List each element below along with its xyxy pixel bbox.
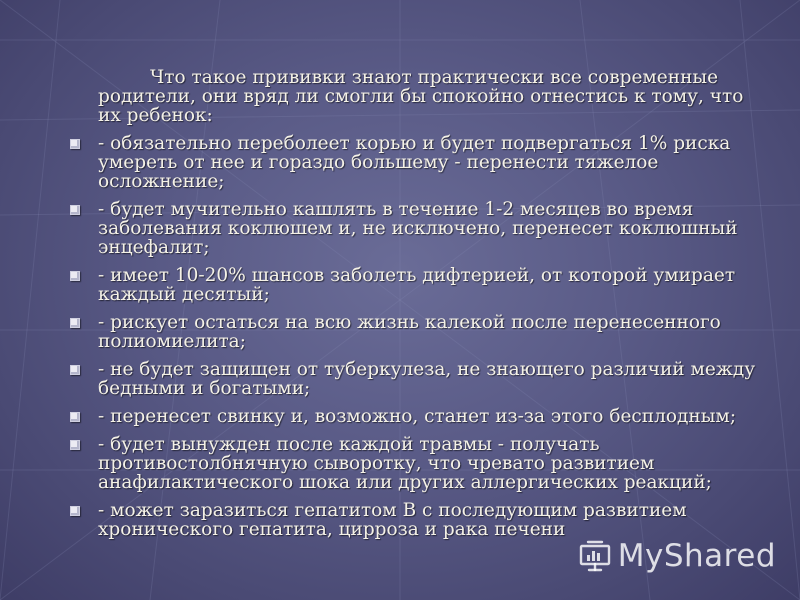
square-bullet-icon [70, 271, 80, 281]
bullet-text: - не будет защищен от туберкулеза, не знающего различий между бедными и богатыми; [98, 359, 756, 399]
square-bullet-icon [70, 318, 80, 328]
bullet-text: - имеет 10-20% шансов заболеть дифтерией, от которой умирает каждый десятый; [98, 265, 736, 305]
bullet-text: - рискует остаться на всю жизнь калекой после перенесенного полиомиелита; [98, 312, 721, 352]
bullet-item [70, 134, 760, 191]
square-bullet-icon [70, 440, 80, 450]
slide-content [70, 68, 760, 548]
bullet-item [70, 200, 760, 257]
square-bullet-icon [70, 365, 80, 375]
watermark-logo [578, 538, 776, 574]
square-bullet-icon [70, 506, 80, 516]
intro-paragraph: Что такое прививки знают практически все современные родители, они вряд ли смогли бы спокойно отнестись к тому, что их ребенок: [98, 67, 744, 126]
bullet-text: - перенесет свинку и, возможно, станет из-за этого бесплодным; [98, 406, 737, 427]
bullet-item [70, 266, 760, 304]
bullet-item [70, 435, 760, 492]
square-bullet-icon [70, 139, 80, 149]
square-bullet-icon [70, 412, 80, 422]
bullet-text: - обязательно переболеет корью и будет подвергаться 1% риска умереть от нее и гораздо большему - перенести тяжелое осложнение; [98, 133, 731, 192]
presentation-board-icon [578, 539, 612, 573]
bullet-text: - будет мучительно кашлять в течение 1-2 месяцев во время заболевания коклюшем и, не исключено, перенесет коклюшный энцефалит; [98, 199, 738, 258]
watermark-text: MyShared [617, 538, 776, 574]
square-bullet-icon [70, 205, 80, 215]
bullet-item [70, 360, 760, 398]
bullet-item [70, 501, 760, 539]
bullet-item [70, 407, 760, 426]
bullet-text: - может заразиться гепатитом В с последующим развитием хронического гепатита, цирроза и рака печени [98, 500, 687, 540]
bullet-list [70, 134, 760, 539]
bullet-item [70, 313, 760, 351]
bullet-text: - будет вынужден после каждой травмы - получать противостолбнячную сыворотку, что чревато развитием анафилактического шока или других аллергических реакций; [98, 434, 712, 493]
